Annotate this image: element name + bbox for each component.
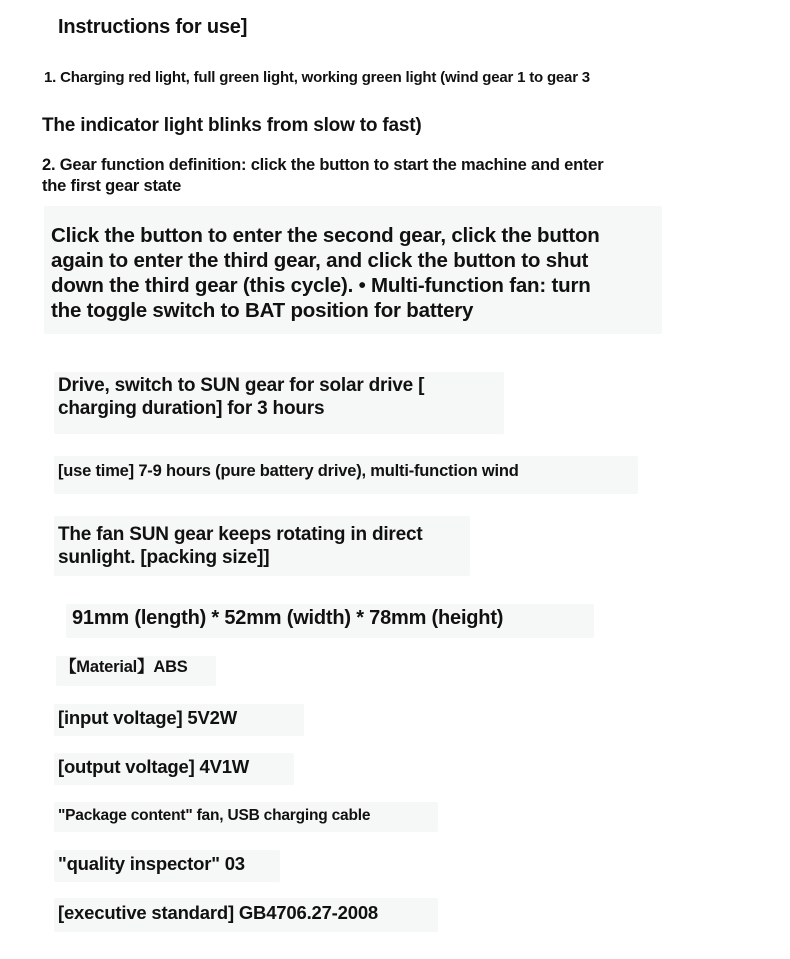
quality-inspector-spec: "quality inspector" 03 bbox=[58, 853, 245, 874]
instruction-item-1: 1. Charging red light, full green light, working green light (wind gear 1 to gear 3 bbox=[44, 69, 590, 86]
packing-dimensions: 91mm (length) * 52mm (width) * 78mm (height) bbox=[72, 607, 504, 629]
material-spec: 【Material】ABS bbox=[60, 658, 188, 676]
output-voltage-spec: [output voltage] 4V1W bbox=[58, 756, 250, 777]
sun-gear-paragraph bbox=[58, 523, 423, 569]
package-content-spec: "Package content" fan, USB charging cable bbox=[58, 807, 371, 824]
instruction-item-2-line: 2. Gear function definition: click the button to start the machine and enter bbox=[42, 156, 604, 174]
sun-gear-line: sunlight. [packing size]] bbox=[58, 547, 270, 568]
input-voltage-spec: [input voltage] 5V2W bbox=[58, 707, 237, 728]
document-title: Instructions for use] bbox=[58, 16, 248, 38]
sun-gear-line: The fan SUN gear keeps rotating in direct bbox=[58, 524, 423, 545]
gear-paragraph-line: Click the button to enter the second gear, click the button bbox=[51, 224, 600, 247]
instruction-item-2-line: the first gear state bbox=[42, 177, 182, 195]
indicator-note: The indicator light blinks from slow to fast) bbox=[42, 115, 422, 136]
drive-paragraph-line: Drive, switch to SUN gear for solar drive [ bbox=[58, 375, 425, 396]
use-time: [use time] 7-9 hours (pure battery drive), multi-function wind bbox=[58, 462, 519, 480]
gear-paragraph bbox=[51, 223, 600, 323]
executive-standard-spec: [executive standard] GB4706.27-2008 bbox=[58, 902, 379, 923]
drive-paragraph-line: charging duration] for 3 hours bbox=[58, 398, 325, 419]
gear-paragraph-line: down the third gear (this cycle). • Multi-function fan: turn bbox=[51, 274, 591, 297]
instruction-item-2 bbox=[42, 155, 603, 197]
gear-paragraph-line: again to enter the third gear, and click the button to shut bbox=[51, 249, 589, 272]
gear-paragraph-line: the toggle switch to BAT position for battery bbox=[51, 299, 474, 322]
drive-paragraph bbox=[58, 374, 424, 420]
